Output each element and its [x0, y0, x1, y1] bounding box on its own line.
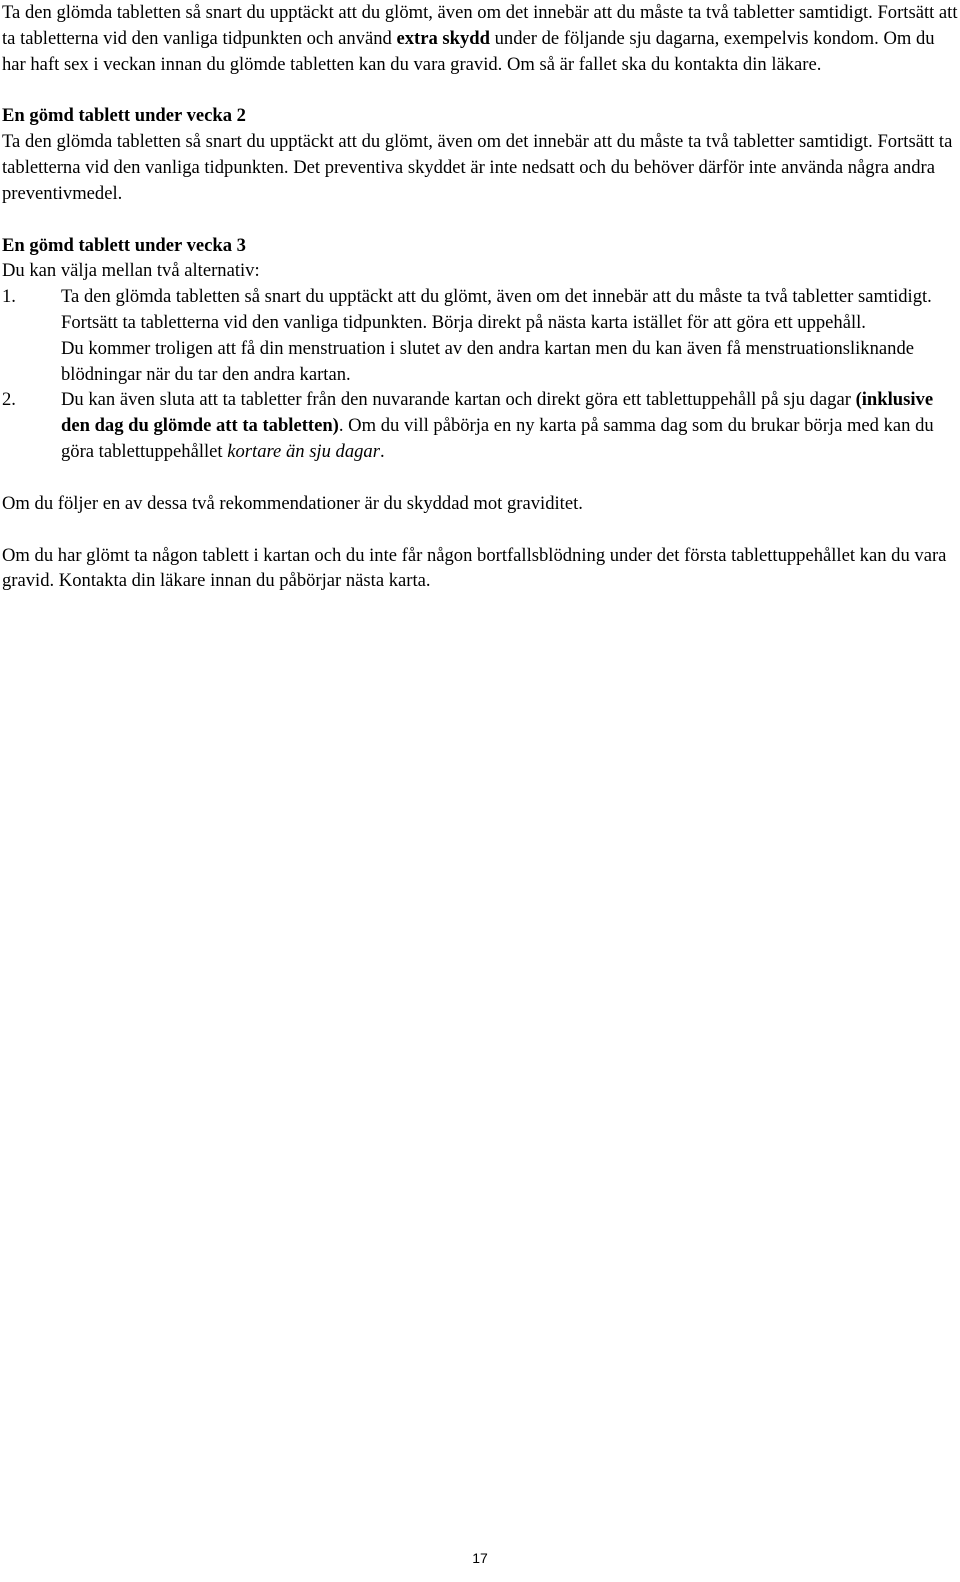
section-week-3	[2, 233, 958, 465]
list-item-extra-text: Du kommer troligen att få din menstruation i slutet av den andra kartan men du kan även få menstruationsliknande blödningar när du tar den andra kartan.	[61, 337, 914, 385]
closing-paragraph-1: Om du följer en av dessa två rekommendationer är du skyddad mot graviditet.	[2, 492, 583, 514]
intro-text-1: Ta den glömda tabletten så snart du upptäckt att du glömt, även om det innebär att du måste ta två tabletter samtidigt. Fortsätt att ta tabletterna vid den vanliga tidpunkten och använd	[2, 2, 958, 49]
item2-text-2: . Om du vill påbörja en ny karta på samma dag som du brukar börja med kan du göra tablettuppehållet	[61, 415, 934, 462]
section-week-2	[2, 103, 958, 206]
closing-paragraph-2: Om du har glömt ta någon tablett i kartan och du inte får någon bortfallsblödning under det första tablettuppehållet kan du vara gravid. Kontakta din läkare innan du påbörjar nästa karta.	[2, 544, 947, 592]
week3-intro: Du kan välja mellan två alternativ:	[2, 260, 260, 282]
list-item	[2, 387, 958, 464]
week2-heading: En gömd tablett under vecka 2	[2, 105, 246, 127]
intro-paragraph	[2, 0, 958, 77]
document-content	[2, 0, 958, 594]
list-item-number: 2.	[2, 389, 16, 411]
list-item-text: Ta den glömda tabletten så snart du upptäckt att du glömt, även om det innebär att du måste ta två tabletter samtidigt. Fortsätt ta tabletterna vid den vanliga tidpunkten. Börja direkt på nästa karta istället för att göra ett uppehåll.	[61, 286, 932, 333]
intro-bold-extra-skydd: extra skydd	[396, 27, 490, 49]
item2-text-3: .	[379, 440, 385, 462]
week3-options-list	[2, 284, 958, 465]
page-number: 17	[472, 1550, 488, 1566]
week3-heading: En gömd tablett under vecka 3	[2, 234, 246, 256]
list-item-number: 1.	[2, 286, 16, 308]
intro-text-2: under de följande sju dagarna, exempelvis kondom. Om du har haft sex i veckan innan du glömde tabletten kan du vara gravid. Om så är fallet ska du kontakta din läkare.	[2, 27, 935, 75]
list-item	[2, 284, 958, 387]
item2-text-1: Du kan även sluta att ta tabletter från den nuvarande kartan och direkt göra ett tablettuppehåll på sju dagar	[61, 389, 856, 411]
list-item-text	[61, 387, 958, 464]
item2-bold: (inklusive den dag du glömde att ta tabletten)	[61, 389, 934, 437]
week2-body: Ta den glömda tabletten så snart du upptäckt att du glömt, även om det innebär att du måste ta två tabletter samtidigt. Fortsätt ta tabletterna vid den vanliga tidpunkten. Det preventiva skyddet är inte nedsatt och du behöver därför inte använda några andra preventivmedel.	[2, 131, 953, 204]
item2-italic: kortare än sju dagar	[227, 440, 380, 462]
